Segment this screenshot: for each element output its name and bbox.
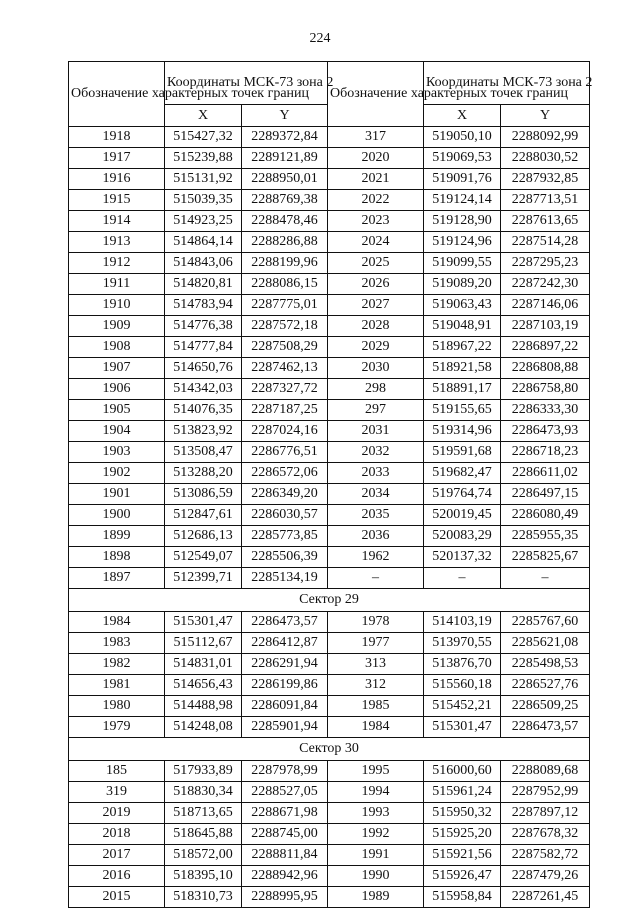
cell-point-name-right: 1984 bbox=[328, 717, 424, 738]
cell-x-right: 515926,47 bbox=[424, 866, 501, 887]
cell-y-right: 2285955,35 bbox=[501, 526, 590, 547]
cell-x-right: 519091,76 bbox=[424, 169, 501, 190]
cell-point-name-left: 1911 bbox=[69, 274, 165, 295]
cell-x-right: 513970,55 bbox=[424, 633, 501, 654]
cell-x-right: 519099,55 bbox=[424, 253, 501, 274]
cell-x-right: 519063,43 bbox=[424, 295, 501, 316]
cell-x-left: 513086,59 bbox=[165, 484, 242, 505]
cell-x-right: 515301,47 bbox=[424, 717, 501, 738]
cell-x-right: 519124,14 bbox=[424, 190, 501, 211]
table-row bbox=[69, 717, 590, 738]
cell-point-name-right: 2029 bbox=[328, 337, 424, 358]
cell-y-left: 2288199,96 bbox=[242, 253, 328, 274]
table-row bbox=[69, 253, 590, 274]
cell-x-left: 514923,25 bbox=[165, 211, 242, 232]
cell-y-left: 2287327,72 bbox=[242, 379, 328, 400]
cell-x-left: 514656,43 bbox=[165, 675, 242, 696]
table-row bbox=[69, 866, 590, 887]
cell-point-name-left: 319 bbox=[69, 782, 165, 803]
cell-x-right: 519050,10 bbox=[424, 127, 501, 148]
cell-point-name-right: 1978 bbox=[328, 612, 424, 633]
cell-y-left: 2285773,85 bbox=[242, 526, 328, 547]
cell-point-name-left: 1901 bbox=[69, 484, 165, 505]
cell-x-left: 513508,47 bbox=[165, 442, 242, 463]
cell-point-name-right: 1993 bbox=[328, 803, 424, 824]
cell-y-left: 2288671,98 bbox=[242, 803, 328, 824]
cell-point-name-left: 1979 bbox=[69, 717, 165, 738]
cell-point-name-right: 1985 bbox=[328, 696, 424, 717]
cell-x-right: 518921,58 bbox=[424, 358, 501, 379]
cell-y-left: 2286291,94 bbox=[242, 654, 328, 675]
cell-point-name-left: 1912 bbox=[69, 253, 165, 274]
cell-y-right: 2286897,22 bbox=[501, 337, 590, 358]
table-row bbox=[69, 421, 590, 442]
cell-y-left: 2288527,05 bbox=[242, 782, 328, 803]
cell-point-name-right: 297 bbox=[328, 400, 424, 421]
cell-x-right: 516000,60 bbox=[424, 761, 501, 782]
cell-y-left: 2285134,19 bbox=[242, 568, 328, 589]
cell-y-right: 2286509,25 bbox=[501, 696, 590, 717]
cell-y-right: 2288092,99 bbox=[501, 127, 590, 148]
cell-y-right: 2287613,65 bbox=[501, 211, 590, 232]
cell-point-name-right: 2021 bbox=[328, 169, 424, 190]
cell-point-name-right: 2031 bbox=[328, 421, 424, 442]
cell-x-left: 512847,61 bbox=[165, 505, 242, 526]
cell-x-left: 518645,88 bbox=[165, 824, 242, 845]
cell-x-left: 512399,71 bbox=[165, 568, 242, 589]
cell-y-right: 2286333,30 bbox=[501, 400, 590, 421]
cell-y-right: 2287713,51 bbox=[501, 190, 590, 211]
cell-x-right: 515560,18 bbox=[424, 675, 501, 696]
cell-y-left: 2289121,89 bbox=[242, 148, 328, 169]
cell-point-name-left: 1900 bbox=[69, 505, 165, 526]
cell-x-right: 520019,45 bbox=[424, 505, 501, 526]
cell-point-name-right: 1977 bbox=[328, 633, 424, 654]
cell-point-name-left: 1904 bbox=[69, 421, 165, 442]
cell-y-right: 2287932,85 bbox=[501, 169, 590, 190]
cell-y-left: 2287978,99 bbox=[242, 761, 328, 782]
header-x-right: X bbox=[424, 105, 501, 127]
cell-x-right: 519128,90 bbox=[424, 211, 501, 232]
sector-header-row bbox=[69, 589, 590, 612]
cell-x-left: 518395,10 bbox=[165, 866, 242, 887]
cell-y-right: 2287261,45 bbox=[501, 887, 590, 908]
header-coordinates-right: Координаты МСК-73 зона 2 bbox=[424, 62, 590, 105]
cell-point-name-right: 2033 bbox=[328, 463, 424, 484]
table-row bbox=[69, 274, 590, 295]
cell-y-right: 2286497,15 bbox=[501, 484, 590, 505]
cell-x-left: 514831,01 bbox=[165, 654, 242, 675]
sector-title: Сектор 29 bbox=[69, 589, 590, 612]
cell-y-right: 2285621,08 bbox=[501, 633, 590, 654]
cell-y-left: 2288995,95 bbox=[242, 887, 328, 908]
cell-x-left: 512549,07 bbox=[165, 547, 242, 568]
cell-point-name-left: 1917 bbox=[69, 148, 165, 169]
cell-point-name-right: – bbox=[328, 568, 424, 589]
cell-x-right: 515921,56 bbox=[424, 845, 501, 866]
table-row bbox=[69, 190, 590, 211]
cell-point-name-right: 2030 bbox=[328, 358, 424, 379]
page-number: 224 bbox=[309, 31, 331, 46]
cell-x-right: 519069,53 bbox=[424, 148, 501, 169]
cell-x-right: – bbox=[424, 568, 501, 589]
header-coordinates-left: Координаты МСК-73 зона 2 bbox=[165, 62, 328, 105]
table-row bbox=[69, 169, 590, 190]
cell-x-right: 515961,24 bbox=[424, 782, 501, 803]
cell-y-left: 2288769,38 bbox=[242, 190, 328, 211]
cell-x-left: 514248,08 bbox=[165, 717, 242, 738]
cell-x-right: 515950,32 bbox=[424, 803, 501, 824]
table-row bbox=[69, 803, 590, 824]
cell-x-right: 515452,21 bbox=[424, 696, 501, 717]
cell-y-left: 2286199,86 bbox=[242, 675, 328, 696]
cell-y-right: 2287295,23 bbox=[501, 253, 590, 274]
cell-y-right: 2287952,99 bbox=[501, 782, 590, 803]
cell-y-left: 2285506,39 bbox=[242, 547, 328, 568]
cell-point-name-right: 2036 bbox=[328, 526, 424, 547]
cell-y-left: 2288950,01 bbox=[242, 169, 328, 190]
cell-point-name-left: 1914 bbox=[69, 211, 165, 232]
table-header bbox=[69, 62, 593, 127]
cell-point-name-left: 2019 bbox=[69, 803, 165, 824]
cell-x-left: 515131,92 bbox=[165, 169, 242, 190]
coordinates-table bbox=[68, 61, 593, 908]
cell-point-name-left: 1983 bbox=[69, 633, 165, 654]
sector-title: Сектор 30 bbox=[69, 738, 590, 761]
cell-point-name-left: 1899 bbox=[69, 526, 165, 547]
table-row bbox=[69, 782, 590, 803]
table-row bbox=[69, 211, 590, 232]
cell-y-left: 2289372,84 bbox=[242, 127, 328, 148]
table-row bbox=[69, 612, 590, 633]
table-row bbox=[69, 526, 590, 547]
cell-point-name-left: 1908 bbox=[69, 337, 165, 358]
cell-y-right: 2285825,67 bbox=[501, 547, 590, 568]
cell-x-right: 519682,47 bbox=[424, 463, 501, 484]
cell-point-name-right: 1995 bbox=[328, 761, 424, 782]
cell-x-right: 519124,96 bbox=[424, 232, 501, 253]
cell-y-right: 2287678,32 bbox=[501, 824, 590, 845]
cell-point-name-left: 2015 bbox=[69, 887, 165, 908]
cell-point-name-right: 317 bbox=[328, 127, 424, 148]
cell-x-left: 515427,32 bbox=[165, 127, 242, 148]
cell-point-name-left: 1902 bbox=[69, 463, 165, 484]
table-row bbox=[69, 400, 590, 421]
cell-x-left: 514776,38 bbox=[165, 316, 242, 337]
cell-point-name-left: 185 bbox=[69, 761, 165, 782]
cell-y-right: 2286473,57 bbox=[501, 717, 590, 738]
cell-x-left: 518713,65 bbox=[165, 803, 242, 824]
cell-point-name-right: 1991 bbox=[328, 845, 424, 866]
cell-point-name-left: 1907 bbox=[69, 358, 165, 379]
cell-x-left: 514783,94 bbox=[165, 295, 242, 316]
cell-y-left: 2288478,46 bbox=[242, 211, 328, 232]
cell-x-left: 515112,67 bbox=[165, 633, 242, 654]
cell-x-left: 517933,89 bbox=[165, 761, 242, 782]
table-row bbox=[69, 845, 590, 866]
cell-point-name-left: 1981 bbox=[69, 675, 165, 696]
cell-y-left: 2287572,18 bbox=[242, 316, 328, 337]
cell-x-left: 514864,14 bbox=[165, 232, 242, 253]
cell-point-name-right: 2032 bbox=[328, 442, 424, 463]
table-row bbox=[69, 463, 590, 484]
header-y-right: Y bbox=[501, 105, 590, 127]
cell-y-left: 2285901,94 bbox=[242, 717, 328, 738]
table-row bbox=[69, 568, 590, 589]
cell-y-left: 2286776,51 bbox=[242, 442, 328, 463]
cell-y-right: 2286473,93 bbox=[501, 421, 590, 442]
cell-point-name-right: 1990 bbox=[328, 866, 424, 887]
table-row bbox=[69, 379, 590, 400]
cell-x-left: 513823,92 bbox=[165, 421, 242, 442]
table-row bbox=[69, 148, 590, 169]
table-row bbox=[69, 295, 590, 316]
cell-point-name-left: 2018 bbox=[69, 824, 165, 845]
cell-point-name-left: 1980 bbox=[69, 696, 165, 717]
cell-point-name-right: 2025 bbox=[328, 253, 424, 274]
cell-y-right: 2285498,53 bbox=[501, 654, 590, 675]
cell-x-right: 519591,68 bbox=[424, 442, 501, 463]
table-row bbox=[69, 358, 590, 379]
cell-x-right: 519764,74 bbox=[424, 484, 501, 505]
cell-x-left: 514843,06 bbox=[165, 253, 242, 274]
cell-y-left: 2286412,87 bbox=[242, 633, 328, 654]
cell-point-name-right: 1989 bbox=[328, 887, 424, 908]
cell-y-left: 2287187,25 bbox=[242, 400, 328, 421]
header-point-name-right: Обозначение характерных точек границ bbox=[328, 62, 424, 127]
table-row bbox=[69, 887, 590, 908]
cell-x-left: 514342,03 bbox=[165, 379, 242, 400]
cell-y-right: 2287479,26 bbox=[501, 866, 590, 887]
table-row bbox=[69, 484, 590, 505]
cell-x-left: 514076,35 bbox=[165, 400, 242, 421]
cell-x-right: 519314,96 bbox=[424, 421, 501, 442]
cell-point-name-right: 2020 bbox=[328, 148, 424, 169]
cell-x-left: 512686,13 bbox=[165, 526, 242, 547]
cell-point-name-right: 298 bbox=[328, 379, 424, 400]
cell-point-name-left: 1916 bbox=[69, 169, 165, 190]
cell-y-right: 2287103,19 bbox=[501, 316, 590, 337]
table-row bbox=[69, 761, 590, 782]
cell-point-name-left: 1984 bbox=[69, 612, 165, 633]
table-body bbox=[69, 127, 590, 908]
cell-point-name-left: 2016 bbox=[69, 866, 165, 887]
cell-y-right: 2286808,88 bbox=[501, 358, 590, 379]
sector-header-row bbox=[69, 738, 590, 761]
cell-x-right: 514103,19 bbox=[424, 612, 501, 633]
cell-y-right: 2287146,06 bbox=[501, 295, 590, 316]
cell-x-right: 515925,20 bbox=[424, 824, 501, 845]
table-row bbox=[69, 337, 590, 358]
cell-y-right: 2286611,02 bbox=[501, 463, 590, 484]
table-row bbox=[69, 633, 590, 654]
cell-y-right: 2286758,80 bbox=[501, 379, 590, 400]
table-row bbox=[69, 824, 590, 845]
cell-y-right: 2287242,30 bbox=[501, 274, 590, 295]
cell-point-name-left: 1982 bbox=[69, 654, 165, 675]
cell-y-left: 2286473,57 bbox=[242, 612, 328, 633]
header-y-left: Y bbox=[242, 105, 328, 127]
cell-y-left: 2288086,15 bbox=[242, 274, 328, 295]
cell-point-name-right: 2035 bbox=[328, 505, 424, 526]
cell-y-left: 2288942,96 bbox=[242, 866, 328, 887]
header-x-left: X bbox=[165, 105, 242, 127]
cell-point-name-right: 2022 bbox=[328, 190, 424, 211]
cell-point-name-left: 2017 bbox=[69, 845, 165, 866]
cell-point-name-right: 313 bbox=[328, 654, 424, 675]
cell-point-name-right: 2024 bbox=[328, 232, 424, 253]
cell-x-right: 518891,17 bbox=[424, 379, 501, 400]
table-row bbox=[69, 547, 590, 568]
cell-y-left: 2287462,13 bbox=[242, 358, 328, 379]
cell-x-left: 515301,47 bbox=[165, 612, 242, 633]
cell-point-name-left: 1915 bbox=[69, 190, 165, 211]
cell-point-name-left: 1905 bbox=[69, 400, 165, 421]
cell-x-right: 519155,65 bbox=[424, 400, 501, 421]
cell-point-name-left: 1913 bbox=[69, 232, 165, 253]
cell-y-left: 2287024,16 bbox=[242, 421, 328, 442]
cell-point-name-right: 2027 bbox=[328, 295, 424, 316]
cell-y-right: 2286080,49 bbox=[501, 505, 590, 526]
cell-y-right: 2288030,52 bbox=[501, 148, 590, 169]
cell-y-left: 2288286,88 bbox=[242, 232, 328, 253]
cell-y-left: 2288745,00 bbox=[242, 824, 328, 845]
cell-point-name-right: 2026 bbox=[328, 274, 424, 295]
cell-y-left: 2286572,06 bbox=[242, 463, 328, 484]
cell-point-name-right: 2023 bbox=[328, 211, 424, 232]
table-row bbox=[69, 232, 590, 253]
cell-y-left: 2287775,01 bbox=[242, 295, 328, 316]
cell-x-right: 519089,20 bbox=[424, 274, 501, 295]
cell-x-left: 514820,81 bbox=[165, 274, 242, 295]
header-point-name-left: Обозначение характерных точек границ bbox=[69, 62, 165, 127]
table-row bbox=[69, 316, 590, 337]
table-row bbox=[69, 696, 590, 717]
cell-y-right: 2287582,72 bbox=[501, 845, 590, 866]
cell-x-left: 518310,73 bbox=[165, 887, 242, 908]
cell-point-name-left: 1909 bbox=[69, 316, 165, 337]
cell-point-name-right: 2028 bbox=[328, 316, 424, 337]
table-row bbox=[69, 442, 590, 463]
cell-point-name-left: 1903 bbox=[69, 442, 165, 463]
cell-x-right: 520083,29 bbox=[424, 526, 501, 547]
cell-x-left: 515039,35 bbox=[165, 190, 242, 211]
cell-x-right: 515958,84 bbox=[424, 887, 501, 908]
cell-x-left: 515239,88 bbox=[165, 148, 242, 169]
cell-y-right: 2288089,68 bbox=[501, 761, 590, 782]
cell-point-name-left: 1897 bbox=[69, 568, 165, 589]
cell-point-name-right: 1994 bbox=[328, 782, 424, 803]
cell-x-right: 520137,32 bbox=[424, 547, 501, 568]
cell-point-name-right: 312 bbox=[328, 675, 424, 696]
cell-y-right: 2287897,12 bbox=[501, 803, 590, 824]
cell-y-right: 2285767,60 bbox=[501, 612, 590, 633]
cell-y-left: 2286030,57 bbox=[242, 505, 328, 526]
cell-y-right: 2287514,28 bbox=[501, 232, 590, 253]
cell-x-right: 518967,22 bbox=[424, 337, 501, 358]
cell-y-left: 2286349,20 bbox=[242, 484, 328, 505]
cell-y-right: 2286718,23 bbox=[501, 442, 590, 463]
cell-point-name-right: 1992 bbox=[328, 824, 424, 845]
cell-point-name-right: 2034 bbox=[328, 484, 424, 505]
cell-x-left: 514650,76 bbox=[165, 358, 242, 379]
cell-x-right: 519048,91 bbox=[424, 316, 501, 337]
cell-y-right: 2286527,76 bbox=[501, 675, 590, 696]
cell-y-left: 2286091,84 bbox=[242, 696, 328, 717]
table-row bbox=[69, 505, 590, 526]
cell-x-left: 514777,84 bbox=[165, 337, 242, 358]
table-row bbox=[69, 654, 590, 675]
cell-x-right: 513876,70 bbox=[424, 654, 501, 675]
cell-point-name-left: 1918 bbox=[69, 127, 165, 148]
cell-x-left: 514488,98 bbox=[165, 696, 242, 717]
cell-point-name-left: 1898 bbox=[69, 547, 165, 568]
cell-y-right: – bbox=[501, 568, 590, 589]
table-row bbox=[69, 127, 590, 148]
cell-y-left: 2288811,84 bbox=[242, 845, 328, 866]
table-row bbox=[69, 675, 590, 696]
cell-y-left: 2287508,29 bbox=[242, 337, 328, 358]
cell-x-left: 518830,34 bbox=[165, 782, 242, 803]
cell-point-name-left: 1906 bbox=[69, 379, 165, 400]
cell-x-left: 513288,20 bbox=[165, 463, 242, 484]
cell-x-left: 518572,00 bbox=[165, 845, 242, 866]
cell-point-name-left: 1910 bbox=[69, 295, 165, 316]
cell-point-name-right: 1962 bbox=[328, 547, 424, 568]
